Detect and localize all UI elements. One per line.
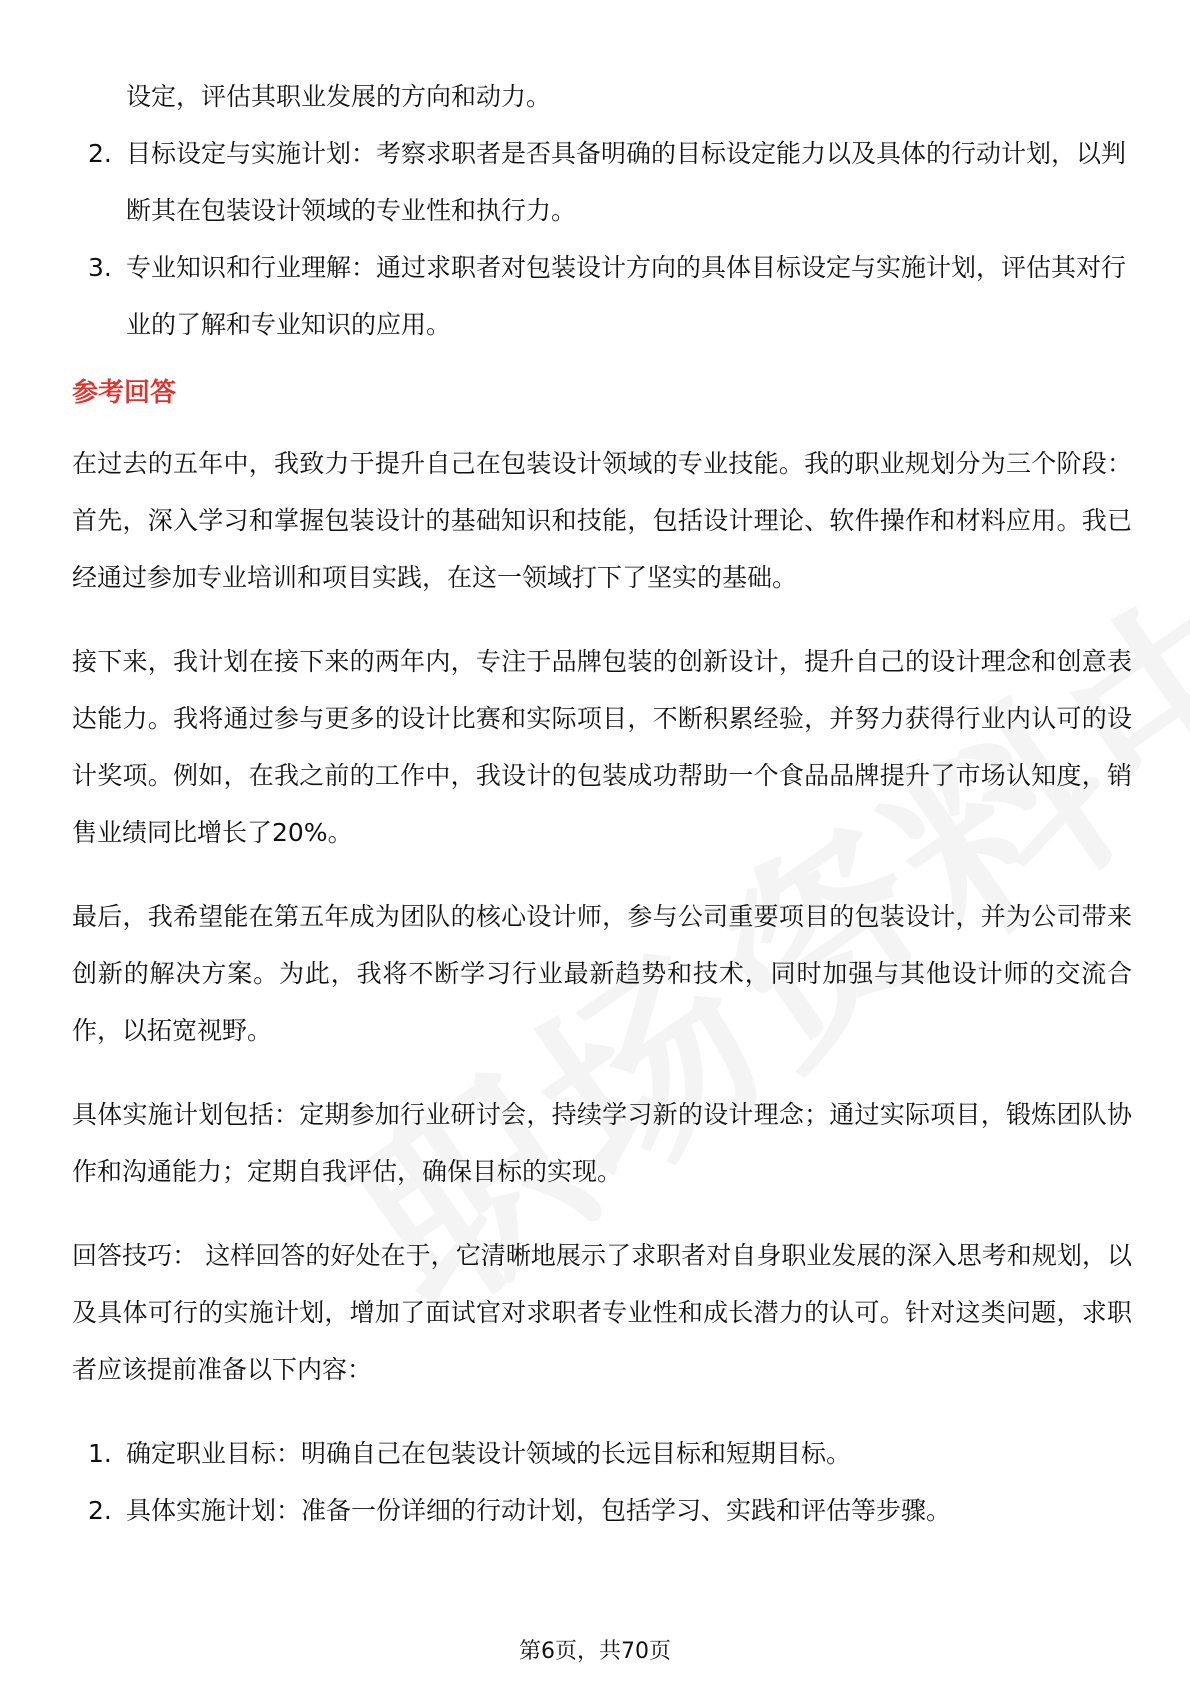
list-item-number: 2. [88, 1496, 112, 1525]
list-item [72, 239, 1132, 353]
paragraph: 在过去的五年中，我致力于提升自己在包装设计领域的专业技能。我的职业规划分为三个阶段：首先，深入学习和掌握包装设计的基础知识和技能，包括设计理论、软件操作和材料应用。我已经通过参加专业培训和项目实践，在这一领域打下了坚实的基础。 [72, 449, 1132, 592]
list-item-number: 3. [88, 253, 112, 282]
list-item [72, 1425, 1132, 1482]
list-item-continuation: 设定，评估其职业发展的方向和动力。 [126, 82, 552, 111]
list-item-text: 确定职业目标：明确自己在包装设计领域的长远目标和短期目标。 [126, 1439, 852, 1468]
preparation-list [72, 1425, 1132, 1539]
list-item [72, 1482, 1132, 1539]
list-item-text: 目标设定与实施计划：考察求职者是否具备明确的目标设定能力以及具体的行动计划，以判断其在包装设计领域的专业性和执行力。 [126, 139, 1127, 225]
criteria-list [72, 125, 1132, 353]
paragraph: 回答技巧： 这样回答的好处在于，它清晰地展示了求职者对自身职业发展的深入思考和规划，以及具体可行的实施计划，增加了面试官对求职者专业性和成长潜力的认可。针对这类问题，求职者应该提前准备以下内容： [72, 1241, 1132, 1384]
page-content [72, 68, 1132, 1539]
list-item-text: 具体实施计划：准备一份详细的行动计划，包括学习、实践和评估等步骤。 [126, 1496, 952, 1525]
page-footer: 第6页，共70页 [519, 1639, 671, 1664]
paragraph: 具体实施计划包括：定期参加行业研讨会，持续学习新的设计理念；通过实际项目，锻炼团队协作和沟通能力；定期自我评估，确保目标的实现。 [72, 1100, 1132, 1186]
paragraph: 接下来，我计划在接下来的两年内，专注于品牌包装的创新设计，提升自己的设计理念和创意表达能力。我将通过参与更多的设计比赛和实际项目，不断积累经验，并努力获得行业内认可的设计奖项。例如，在我之前的工作中，我设计的包装成功帮助一个食品品牌提升了市场认知度，销售业绩同比增长了20%。 [72, 647, 1132, 847]
list-item-text: 专业知识和行业理解：通过求职者对包装设计方向的具体目标设定与实施计划，评估其对行业的了解和专业知识的应用。 [126, 253, 1127, 339]
paragraph: 最后，我希望能在第五年成为团队的核心设计师，参与公司重要项目的包装设计，并为公司带来创新的解决方案。为此，我将不断学习行业最新趋势和技术，同时加强与其他设计师的交流合作，以拓宽视野。 [72, 902, 1132, 1045]
section-heading: 参考回答 [72, 378, 177, 408]
list-item [72, 125, 1132, 239]
list-item-number: 1. [88, 1439, 112, 1468]
list-item-number: 2. [88, 139, 112, 168]
